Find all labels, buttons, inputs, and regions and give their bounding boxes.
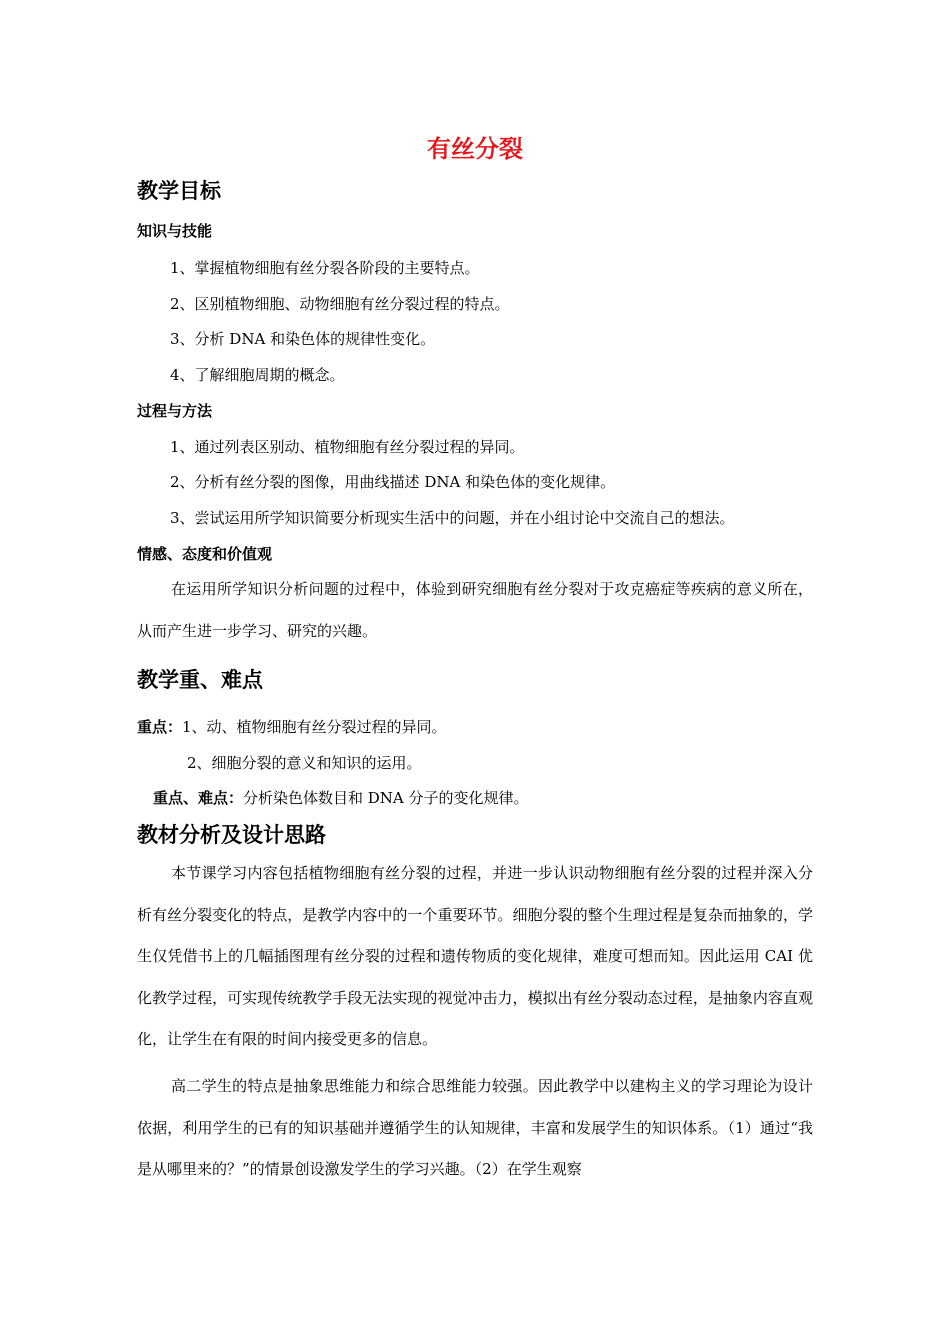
list-item: 1、通过列表区别动、植物细胞有丝分裂过程的异同。 <box>170 438 525 456</box>
difficulty-text: 分析染色体数目和 DNA 分子的变化规律。 <box>243 789 529 807</box>
list-item: 3、尝试运用所学知识简要分析现实生活中的问题，并在小组讨论中交流自己的想法。 <box>170 509 735 527</box>
key-point-line-1 <box>137 716 447 738</box>
key-point-item: 1、动、植物细胞有丝分裂过程的异同。 <box>182 718 447 736</box>
key-point-label: 重点： <box>137 718 183 736</box>
document-title: 有丝分裂 <box>427 135 523 163</box>
list-item: 2、分析有丝分裂的图像，用曲线描述 DNA 和染色体的变化规律。 <box>170 473 616 491</box>
list-item: 3、分析 DNA 和染色体的规律性变化。 <box>170 330 436 348</box>
difficulty-label: 重点、难点： <box>153 789 244 807</box>
section-heading-key-points: 教学重、难点 <box>137 668 263 692</box>
section-heading-objectives: 教学目标 <box>137 179 221 203</box>
section-heading-analysis: 教材分析及设计思路 <box>137 823 326 847</box>
analysis-paragraph-1: 本节课学习内容包括植物细胞有丝分裂的过程，并进一步认识动物细胞有丝分裂的过程并深入分析有丝分裂变化的特点，是教学内容中的一个重要环节。细胞分裂的整个生理过程是复杂而抽象的，学生仅凭借书上的几幅插图理有丝分裂的过程和遗传物质的变化规律，难度可想而知。因此运用 CAI 优化教学过程，可实现传统教学手段无法实现的视觉冲击力，模拟出有丝分裂动态过程，是抽象内容直观化，让学生在有限的时间内接受更多的信息。 <box>137 864 813 1048</box>
attitude-paragraph: 在运用所学知识分析问题的过程中，体验到研究细胞有丝分裂对于攻克癌症等疾病的意义所在，从而产生进一步学习、研究的兴趣。 <box>137 580 813 640</box>
list-item: 2、区别植物细胞、动物细胞有丝分裂过程的特点。 <box>170 295 510 313</box>
difficulty-line <box>153 787 529 809</box>
key-point-line-2: 2、细胞分裂的意义和知识的运用。 <box>187 754 422 772</box>
subheading-process: 过程与方法 <box>137 402 213 420</box>
list-item: 1、掌握植物细胞有丝分裂各阶段的主要特点。 <box>170 259 480 277</box>
list-item: 4、了解细胞周期的概念。 <box>170 366 345 384</box>
analysis-paragraph-2: 高二学生的特点是抽象思维能力和综合思维能力较强。因此教学中以建构主义的学习理论为设计依据，利用学生的已有的知识基础并遵循学生的认知规律，丰富和发展学生的知识体系。（1）通过“我是从哪里来的？”的情景创设激发学生的学习兴趣。（2）在学生观察 <box>137 1077 813 1178</box>
subheading-knowledge: 知识与技能 <box>137 222 213 240</box>
subheading-attitude: 情感、态度和价值观 <box>137 545 273 563</box>
